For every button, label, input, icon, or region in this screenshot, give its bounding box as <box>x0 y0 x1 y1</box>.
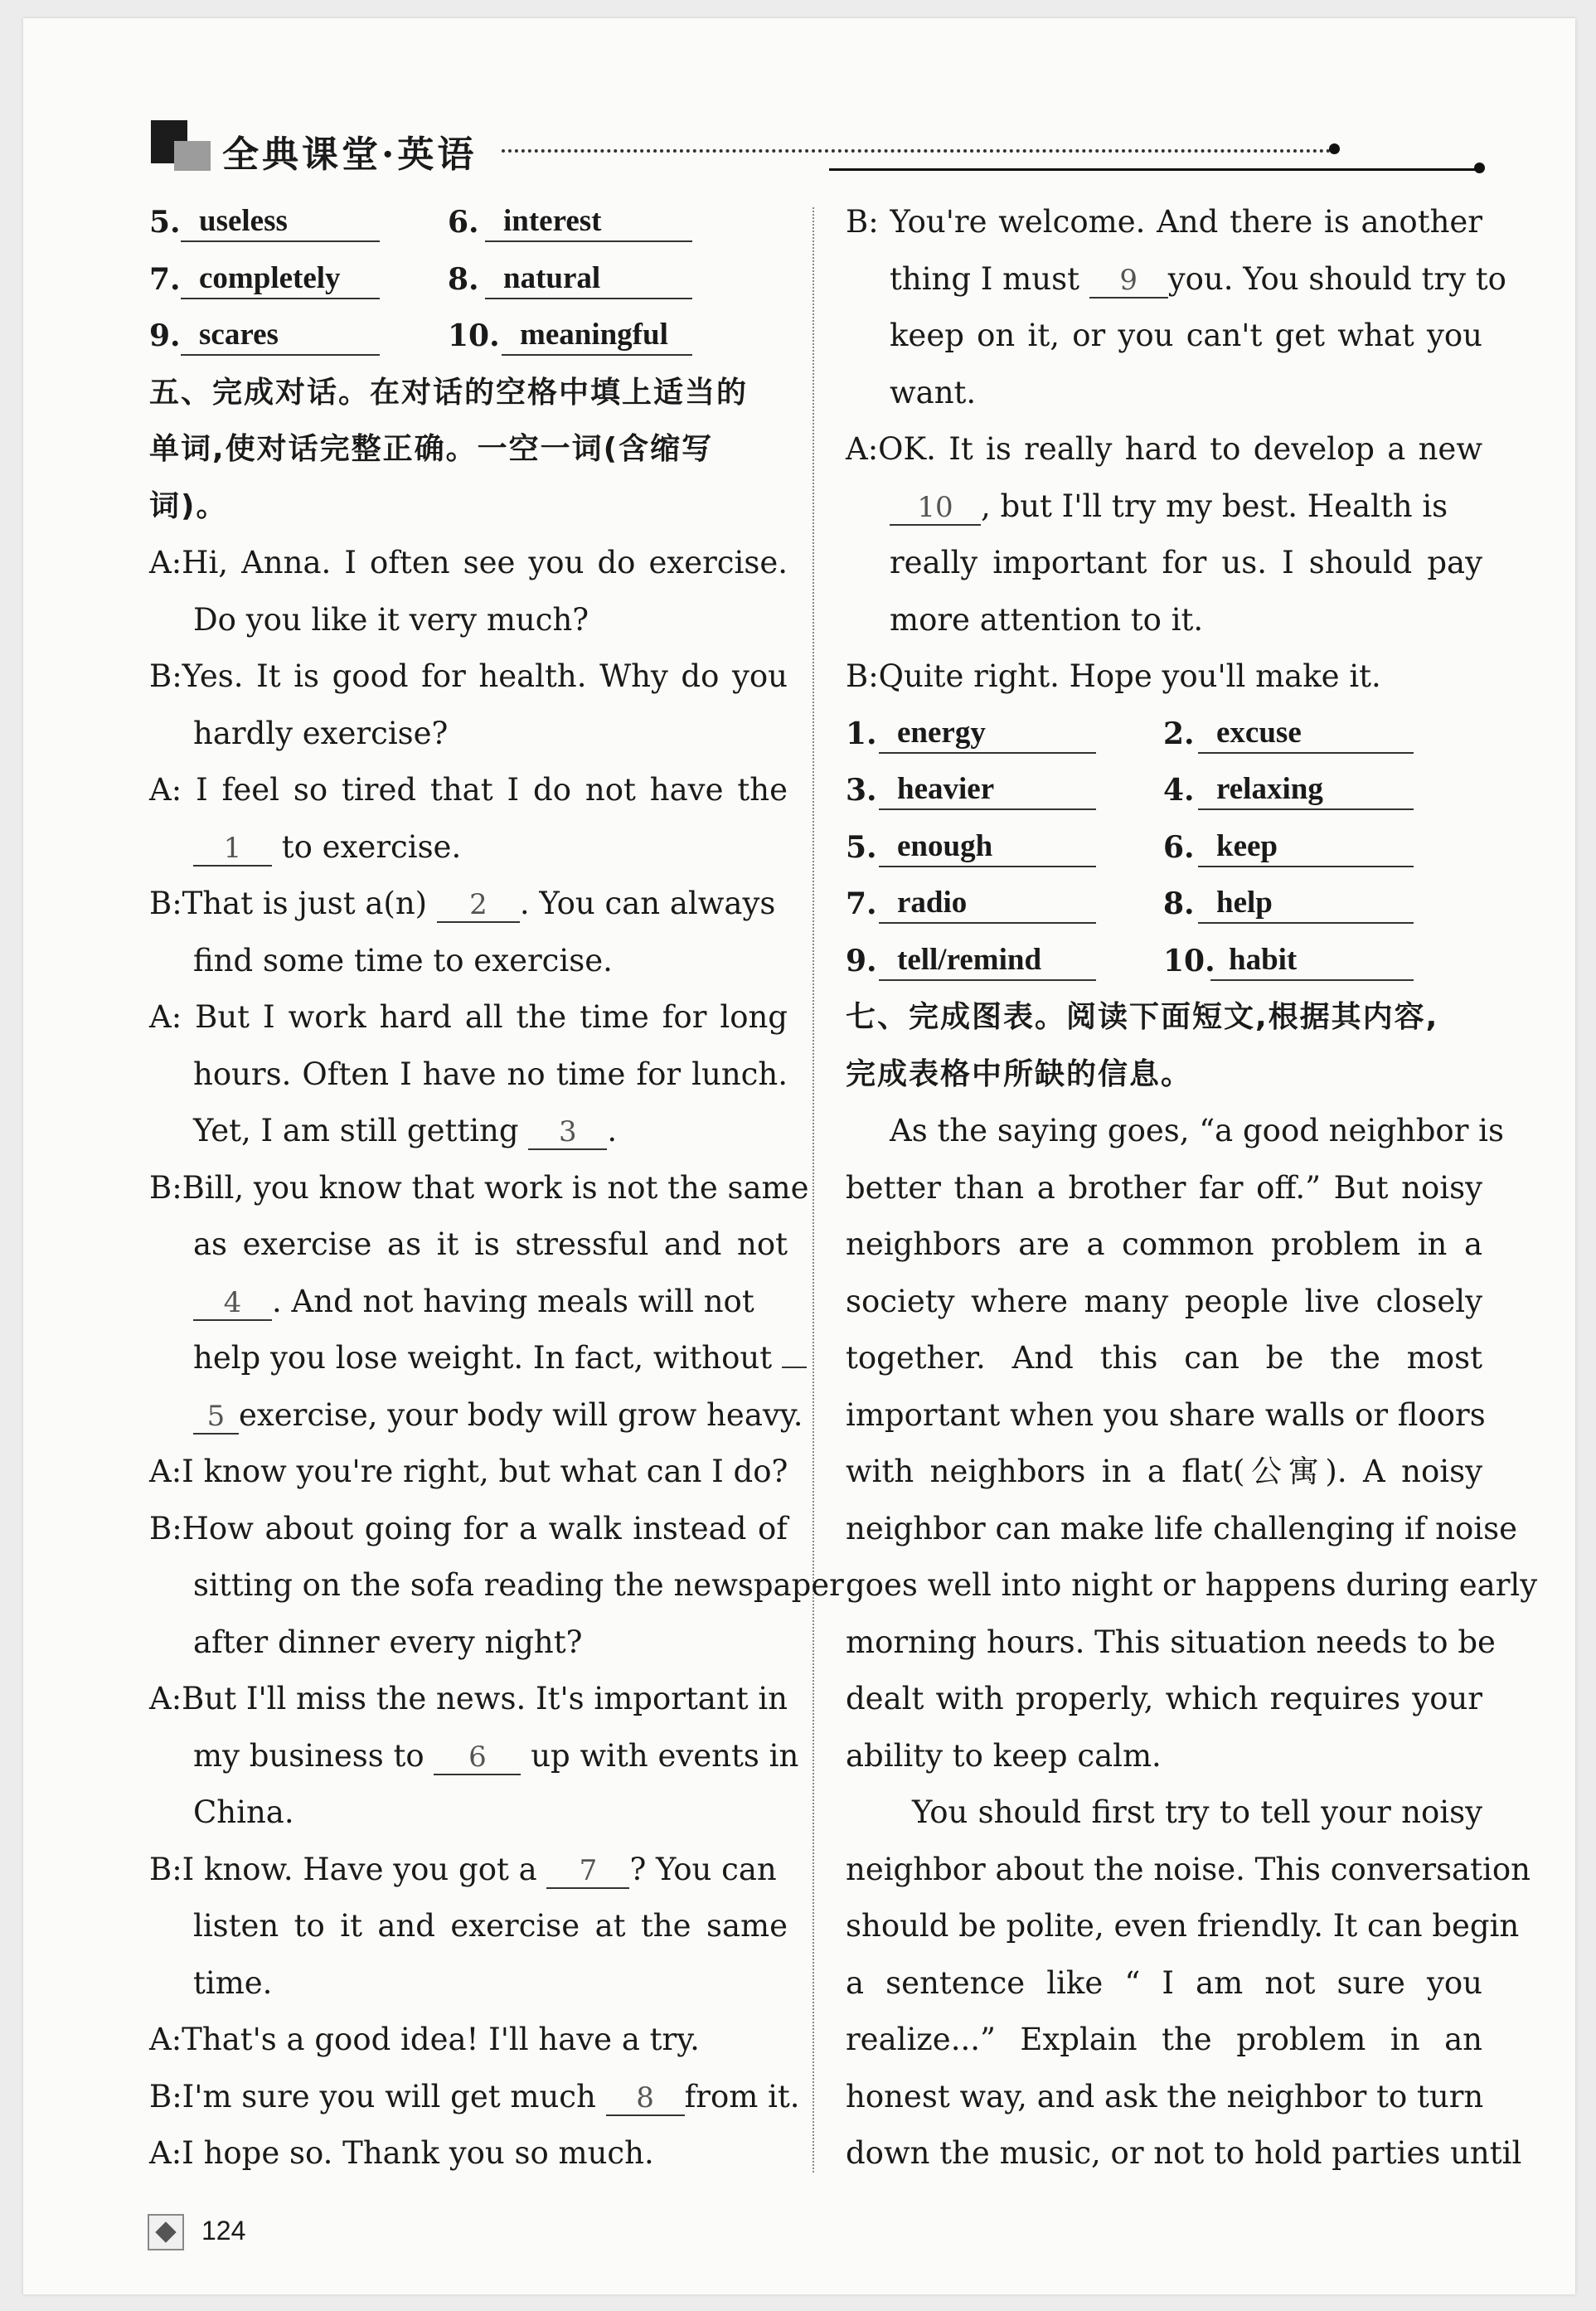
blank-10: 10 <box>890 491 981 526</box>
passage-line: morning hours. This situation needs to be <box>846 1624 1496 1660</box>
dialogue-line <box>149 1387 803 1444</box>
blank-5-start <box>782 1367 807 1368</box>
dialogue-line: B:Quite right. Hope you'll make it. <box>846 658 1381 694</box>
answer-number: 9. <box>149 318 181 353</box>
dialogue-line: hours. Often I have no time for lunch. <box>193 1056 788 1092</box>
dialogue-line: more attention to it. <box>890 601 1204 638</box>
dialogue-text: ? You can <box>629 1851 777 1887</box>
answer-number: 5. <box>149 205 181 240</box>
dialogue-line: time. <box>193 1964 273 2001</box>
dialogue-line: A:I know you're right, but what can I do? <box>149 1454 788 1489</box>
dialogue-line: A: But I work hard all the time for long <box>149 999 788 1035</box>
passage-line: neighbor can make life challenging if noise <box>846 1510 1518 1546</box>
blank-6: 6 <box>434 1741 521 1775</box>
header-dotted-rule <box>502 149 1331 153</box>
answer-number: 10. <box>1163 943 1215 978</box>
answer-number: 9. <box>846 943 877 978</box>
passage-line: You should first try to tell your noisy <box>912 1794 1482 1830</box>
dialogue-line: A:I hope so. Thank you so much. <box>149 2135 654 2171</box>
section-heading: 七、完成图表。阅读下面短文,根据其内容, <box>846 1000 1439 1034</box>
answer-word: natural <box>485 258 692 299</box>
answer-word: scares <box>181 314 380 356</box>
dialogue-text: . You can always <box>519 886 776 921</box>
answer-word: habit <box>1210 939 1414 981</box>
dialogue-line: listen to it and exercise at the same <box>193 1908 788 1944</box>
section-heading: 词)。 <box>149 488 228 523</box>
dialogue-text: , but I'll try my best. Health is <box>981 488 1448 524</box>
dialogue-line <box>846 251 1506 308</box>
answer-row <box>846 933 1482 990</box>
dialogue-line <box>846 478 1482 536</box>
passage-line: better than a brother far off.” But noisy <box>846 1169 1482 1206</box>
dialogue-text: B:That is just a(n) <box>149 886 428 921</box>
dialogue-text: B:I'm sure you will get much <box>149 2078 606 2114</box>
dialogue-line: B:Bill, you know that work is not the same <box>149 1169 809 1206</box>
passage-line: goes well into night or happens during early <box>846 1567 1538 1603</box>
dialogue-text: help you lose weight. In fact, without <box>193 1340 782 1376</box>
answer-row <box>149 251 788 308</box>
dialogue-line: B: You're welcome. And there is another <box>846 204 1482 240</box>
dialogue-text: to exercise. <box>272 828 462 865</box>
answer-number: 4. <box>1163 773 1195 808</box>
dialogue-line <box>149 1728 799 1785</box>
header-dot <box>1329 143 1340 154</box>
dialogue-line: hardly exercise? <box>193 715 449 751</box>
answer-number: 6. <box>448 205 479 240</box>
header-dot <box>1474 163 1485 173</box>
answer-row <box>846 876 1482 933</box>
answer-word: relaxing <box>1198 769 1414 810</box>
dialogue-line <box>149 1330 788 1387</box>
answer-word: useless <box>181 201 380 242</box>
dialogue-line: B:Yes. It is good for health. Why do you <box>149 658 788 694</box>
answer-word: excuse <box>1198 712 1414 754</box>
dialogue-line <box>149 819 788 876</box>
passage-line: realize...” Explain the problem in an <box>846 2022 1482 2057</box>
passage-line: neighbors are a common problem in a <box>846 1226 1482 1262</box>
passage-line: dealt with properly, which requires your <box>846 1681 1482 1716</box>
answer-number: 8. <box>1163 886 1195 921</box>
header-rule <box>829 168 1476 171</box>
answer-number: 7. <box>846 886 877 921</box>
passage-line: a sentence like “ I am not sure you <box>846 1964 1482 2001</box>
passage-line: society where many people live closely <box>846 1283 1482 1319</box>
dialogue-line: A:But I'll miss the news. It's important in <box>149 1681 788 1716</box>
header-logo-shade <box>174 141 211 171</box>
answer-row <box>846 819 1482 876</box>
answer-word: radio <box>879 882 1096 924</box>
answer-number: 8. <box>448 261 479 297</box>
dialogue-text: . And not having meals will not <box>272 1283 754 1319</box>
section-heading: 单词,使对话完整正确。一空一词(含缩写 <box>149 432 714 466</box>
section-heading: 完成表格中所缺的信息。 <box>846 1056 1193 1091</box>
dialogue-line: find some time to exercise. <box>193 942 613 978</box>
passage-line: important when you share walls or floors <box>846 1396 1486 1433</box>
right-column <box>846 194 1538 2182</box>
blank-7: 7 <box>546 1854 629 1889</box>
dialogue-line: want. <box>890 374 977 410</box>
answer-word: completely <box>181 258 380 299</box>
passage-line: neighbor about the noise. This conversation <box>846 1851 1531 1887</box>
dialogue-line <box>149 876 788 933</box>
answer-number: 1. <box>846 716 877 751</box>
answer-number: 5. <box>846 829 877 865</box>
dialogue-line: really important for us. I should pay <box>890 545 1482 580</box>
answer-word: heavier <box>879 769 1096 810</box>
passage-line: honest way, and ask the neighbor to turn <box>846 2078 1484 2114</box>
left-column <box>149 194 844 2182</box>
blank-3: 3 <box>528 1115 607 1150</box>
column-divider <box>813 207 814 2173</box>
answer-number: 3. <box>846 773 877 808</box>
dialogue-line <box>149 1103 788 1160</box>
dialogue-text: my business to <box>193 1737 434 1774</box>
blank-8: 8 <box>606 2081 685 2116</box>
dialogue-line <box>149 2069 800 2126</box>
dialogue-text: Yet, I am still getting <box>193 1113 529 1148</box>
answer-word: keep <box>1198 826 1414 867</box>
answer-word: enough <box>879 826 1096 867</box>
answer-word: interest <box>485 201 692 242</box>
dialogue-line <box>149 1842 788 1899</box>
dialogue-line: keep on it, or you can't get what you <box>890 318 1482 353</box>
passage-line: down the music, or not to hold parties until <box>846 2135 1522 2171</box>
passage-line: together. And this can be the most <box>846 1340 1482 1376</box>
blank-4: 4 <box>193 1286 272 1321</box>
dialogue-text: thing I must <box>890 260 1089 297</box>
answer-row <box>846 706 1482 763</box>
dialogue-line: as exercise as it is stressful and not <box>193 1226 788 1262</box>
answer-word: tell/remind <box>879 939 1096 981</box>
page-number-diamond-icon <box>148 2214 184 2250</box>
dialogue-line: Do you like it very much? <box>193 601 589 638</box>
dialogue-line: B:How about going for a walk instead of <box>149 1510 788 1546</box>
page-number: 124 <box>201 2216 246 2245</box>
dialogue-line: A:OK. It is really hard to develop a new <box>846 431 1482 467</box>
dialogue-text: you. You should try to <box>1167 260 1506 297</box>
answer-row <box>846 762 1482 819</box>
answer-row <box>149 308 788 365</box>
dialogue-line: sitting on the sofa reading the newspaper <box>193 1567 844 1603</box>
answer-word: meaningful <box>502 314 692 356</box>
passage-line: As the saying goes, “a good neighbor is <box>890 1113 1504 1148</box>
dialogue-line: China. <box>193 1794 294 1830</box>
dialogue-line: after dinner every night? <box>193 1624 583 1660</box>
dialogue-line <box>149 1274 788 1331</box>
dialogue-text: B:I know. Have you got a <box>149 1851 547 1887</box>
passage-line: ability to keep calm. <box>846 1737 1162 1774</box>
dialogue-line: A:That's a good idea! I'll have a try. <box>149 2022 700 2057</box>
blank-2: 2 <box>437 888 520 923</box>
dialogue-line: A: I feel so tired that I do not have the <box>149 772 788 808</box>
dialogue-text: up with events in <box>521 1737 799 1774</box>
passage-line: with neighbors in a flat(公寓). A noisy <box>846 1454 1482 1489</box>
answer-row <box>149 194 788 251</box>
blank-9: 9 <box>1089 264 1168 299</box>
dialogue-text: from it. <box>684 2078 800 2114</box>
answer-word: help <box>1198 882 1414 924</box>
section-heading: 五、完成对话。在对话的空格中填上适当的 <box>149 375 749 410</box>
blank-1: 1 <box>193 832 272 867</box>
dialogue-line: A:Hi, Anna. I often see you do exercise. <box>149 545 788 580</box>
answer-number: 10. <box>448 318 500 353</box>
blank-5: 5 <box>193 1400 239 1435</box>
answer-word: energy <box>879 712 1096 754</box>
book-title: 全典课堂·英语 <box>222 134 478 176</box>
answer-number: 7. <box>149 261 181 297</box>
dialogue-text: exercise, your body will grow heavy. <box>239 1396 803 1433</box>
passage-line: should be polite, even friendly. It can begin <box>846 1908 1520 1944</box>
dialogue-text: . <box>607 1113 618 1148</box>
answer-number: 6. <box>1163 829 1195 865</box>
answer-number: 2. <box>1163 716 1195 751</box>
